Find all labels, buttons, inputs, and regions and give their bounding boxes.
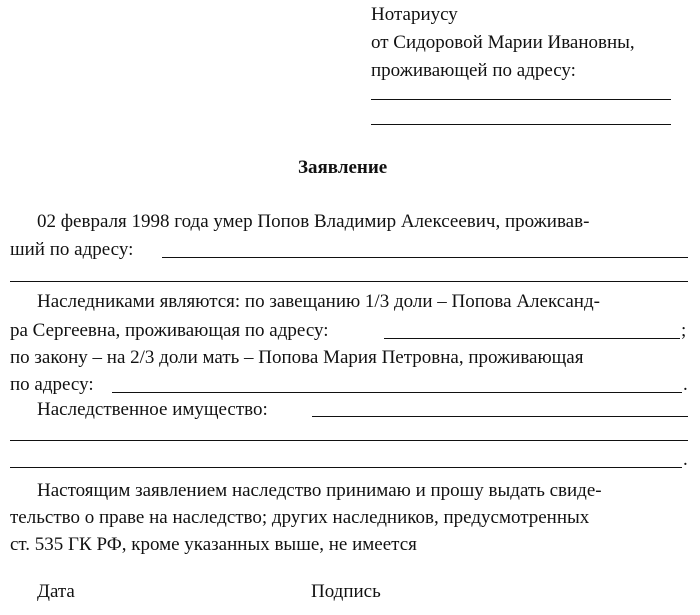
death-statement-line-2: ший по адресу:	[10, 239, 134, 260]
date-label: Дата	[37, 581, 75, 602]
applicant-address-blank-1	[371, 99, 671, 100]
heir2-address-blank	[112, 392, 682, 393]
applicant-address-blank-2	[371, 124, 671, 125]
heir1-address-blank	[384, 338, 680, 339]
heirs-line-1: Наследниками являются: по завещанию 1/3 доли – Попова Александ-	[37, 291, 600, 312]
estate-label: Наследственное имущество:	[37, 399, 268, 420]
deceased-address-blank-1	[162, 257, 688, 258]
estate-period: .	[683, 449, 688, 470]
signature-label: Подпись	[311, 581, 381, 602]
applicant-address-label: проживающей по адресу:	[371, 60, 576, 81]
deceased-address-blank-2	[10, 281, 688, 282]
applicant-name-line: от Сидоровой Марии Ивановны,	[371, 32, 635, 53]
acceptance-line-2: тельство о праве на наследство; других наследников, предусмотренных	[10, 507, 590, 528]
estate-blank-1	[312, 416, 688, 417]
document-title: Заявление	[298, 157, 388, 178]
heir1-address-semicolon: ;	[681, 320, 687, 341]
heirs-line-3: по закону – на 2/3 доли мать – Попова Мария Петровна, проживающая	[10, 347, 584, 368]
acceptance-line-3: ст. 535 ГК РФ, кроме указанных выше, не имеется	[10, 534, 417, 555]
estate-blank-3	[10, 467, 682, 468]
acceptance-line-1: Настоящим заявлением наследство принимаю и прошу выдать свиде-	[37, 480, 602, 501]
estate-blank-2	[10, 440, 688, 441]
heirs-line-4: по адресу:	[10, 374, 94, 395]
addressee-line: Нотариусу	[371, 4, 458, 25]
heir2-address-period: .	[683, 374, 688, 395]
heirs-line-2: ра Сергеевна, проживающая по адресу:	[10, 320, 329, 341]
death-statement-line-1: 02 февраля 1998 года умер Попов Владимир Алексеевич, проживав-	[37, 211, 590, 232]
